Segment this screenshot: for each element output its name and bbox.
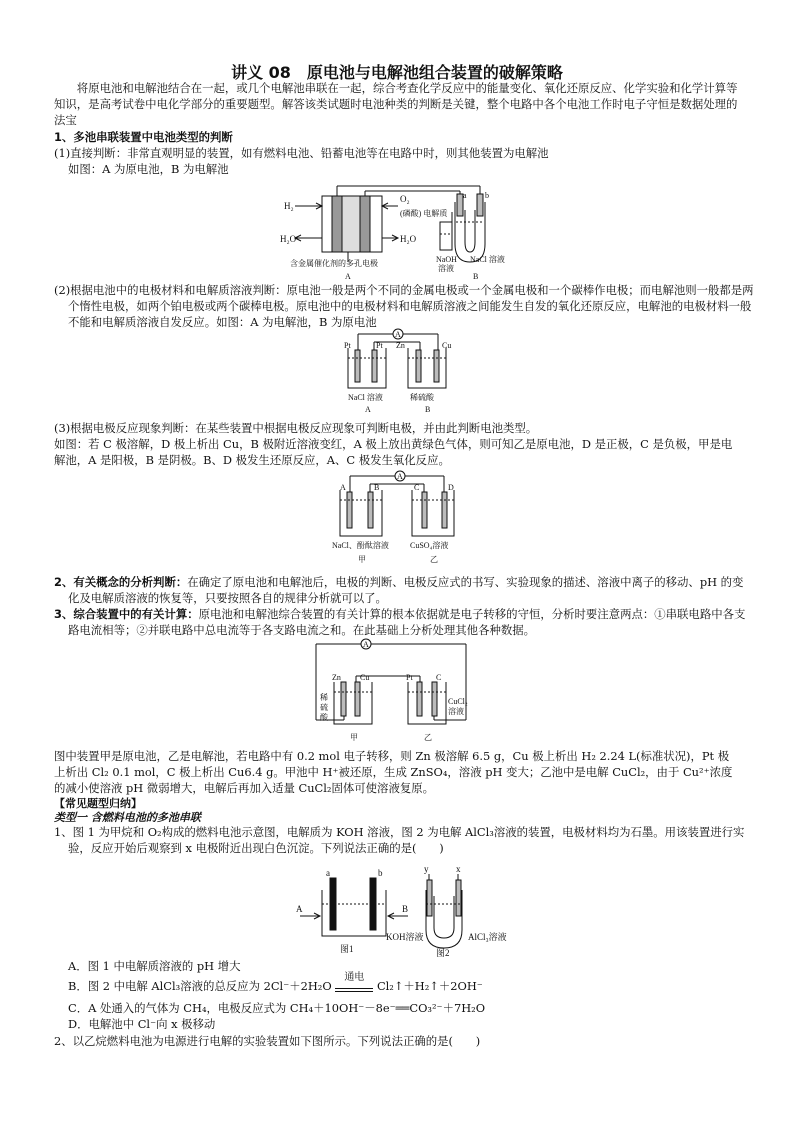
fig2-sol2: 稀硫酸 bbox=[410, 393, 434, 402]
fig5-fig1: 图1 bbox=[340, 944, 354, 954]
option-c: C．A 处通入的气体为 CH₄，电极反应式为 CH₄＋10OH⁻－8e⁻══CO₃²⁻＋7H₂O bbox=[68, 1001, 486, 1015]
fig1-h2o-left: H₂O bbox=[280, 234, 297, 244]
fig5-alcl3: AlCl₃溶液 bbox=[468, 932, 507, 942]
fig5-y: y bbox=[424, 864, 429, 874]
section2-paragraph bbox=[54, 574, 754, 606]
question-2: 2、以乙烷燃料电池为电源进行电解的实验装置如下图所示。下列说法正确的是( ) bbox=[54, 1034, 481, 1048]
fig3-sol2: CuSO₄溶液 bbox=[410, 541, 449, 550]
fig3-D: D bbox=[448, 483, 454, 492]
fig4-cu: Cu bbox=[360, 673, 370, 682]
section1-p3: (3)根据电极反应现象判断：在某些装置中根据电极反应现象可判断电极，并由此判断电池类型。 bbox=[54, 421, 538, 435]
fig2-pt2: Pt bbox=[376, 341, 383, 350]
option-b-lhs: B．图 2 中电解 AlCl₃溶液的总反应为 2Cl⁻＋2H₂O bbox=[68, 979, 332, 993]
fig5-B: B bbox=[402, 904, 409, 914]
figure-fuel-cell-and-u-tube bbox=[280, 182, 540, 282]
fig3-A: A bbox=[340, 483, 346, 492]
practice-type1: 类型一 含燃料电池的多池串联 bbox=[54, 811, 201, 824]
fig1-naoh-label2: 溶液 bbox=[438, 264, 454, 273]
section3-heading: 3、综合装置中的有关计算： bbox=[54, 607, 199, 621]
fig1-naoh-label: NaOH bbox=[436, 255, 457, 264]
section2-text: 在确定了原电池和电解池后，电极的判断、电极反应式的书写、实验现象的描述、溶液中离子的移动、pH 的变化及电解质溶液的恢复等，只要按照各自的规律分析就可以了。 bbox=[68, 575, 744, 605]
option-b-rhs: Cl₂↑＋H₂↑＋2OH⁻ bbox=[376, 979, 483, 993]
fig3-B: B bbox=[374, 483, 380, 492]
fig5-x: x bbox=[456, 864, 461, 874]
fig4-zn: Zn bbox=[332, 673, 341, 682]
fig4-yi: 乙 bbox=[424, 733, 432, 742]
fig2-zn: Zn bbox=[396, 341, 405, 350]
fig4-jia: 甲 bbox=[350, 733, 358, 742]
fig2-sol1: NaCl 溶液 bbox=[348, 393, 383, 402]
section3-paragraph bbox=[54, 606, 754, 638]
fig1-o2-label: O₂ bbox=[400, 194, 410, 204]
fig4-sol2b: 溶液 bbox=[448, 707, 464, 716]
fig2-B: B bbox=[425, 405, 431, 414]
fig2-A: A bbox=[365, 405, 371, 414]
section2-heading: 2、有关概念的分析判断： bbox=[54, 575, 188, 589]
option-b bbox=[68, 972, 754, 994]
fig1-h2-label: H₂ bbox=[284, 201, 294, 211]
option-b-condition: 通电 bbox=[344, 972, 365, 983]
section1-heading: 1、多池串联装置中电池类型的判断 bbox=[54, 130, 233, 144]
section1-p1: (1)直接判断：非常直观明显的装置，如有燃料电池、铅蓄电池等在电路中时，则其他装置为电解池 bbox=[54, 146, 549, 160]
fig4-ammeter: A bbox=[363, 640, 369, 649]
figure-electrolysis-vs-galvanic bbox=[340, 328, 460, 420]
fig5-A: A bbox=[296, 904, 303, 914]
section3-analysis: 图中装置甲是原电池，乙是电解池，若电路中有 0.2 mol 电子转移，则 Zn 极溶解 6.5 g，Cu 极上析出 H₂ 2.24 L(标准状况)，Pt 极上析出 Cl₂ 0.1 mol，C 极上析出 Cu6.4 g。甲池中 H⁺被还原，生成 ZnSO₄，溶液 pH 变大；乙池中是电解 CuCl₂，由于 Cu²⁺浓度的减小使溶液 pH 微弱增大，电解后再加入适量 CuCl₂固体可使溶液复原。 bbox=[54, 749, 733, 795]
question-1: 1、图 1 为甲烷和 O₂构成的燃料电池示意图，电解质为 KOH 溶液，图 2 为电解 AlCl₃溶液的装置，电极材料均为石墨。用该装置进行实验，反应开始后观察到 x 电极附近出现白色沉淀。下列说法正确的是( ) bbox=[54, 825, 745, 855]
fig5-koh: KOH溶液 bbox=[386, 932, 424, 942]
fig2-pt1: Pt bbox=[344, 341, 351, 350]
practice-heading: 【常见题型归纳】 bbox=[54, 797, 142, 810]
option-b-condition-arrow bbox=[335, 972, 373, 992]
fig1-a-label: a bbox=[463, 191, 467, 200]
option-a: A．图 1 中电解质溶液的 pH 增大 bbox=[68, 959, 241, 973]
fig1-B-label: B bbox=[473, 272, 479, 281]
section3-text: 原电池和电解池综合装置的有关计算的根本依据就是电子转移的守恒，分析时要注意两点：①串联电路中各支路电流相等；②并联电路中总电流等于各支路电流之和。在此基础上分析处理其他各种数据。 bbox=[68, 607, 746, 637]
page-title: 讲义 08 原电池与电解池组合装置的破解策略 bbox=[231, 63, 563, 82]
fig4-sol1b: 硫 bbox=[320, 703, 328, 712]
fig5-b: b bbox=[378, 868, 383, 878]
fig1-b-label: b bbox=[485, 191, 489, 200]
fig4-sol1c: 酸 bbox=[320, 713, 328, 722]
fig1-nacl-label: NaCl 溶液 bbox=[470, 255, 505, 264]
fig1-electrolyte-label: (磷酸) 电解质 bbox=[400, 209, 448, 218]
fig1-h2o-right: H₂O bbox=[400, 234, 417, 244]
fig3-sol1: NaCl、酚酞溶液 bbox=[332, 541, 389, 550]
fig4-pt: Pt bbox=[406, 673, 413, 682]
fig5-a: a bbox=[326, 868, 330, 878]
fig4-sol1a: 稀 bbox=[320, 693, 328, 702]
fig2-ammeter: A bbox=[395, 330, 401, 339]
intro-paragraph: 将原电池和电解池结合在一起，或几个电解池串联在一起，综合考查化学反应中的能量变化、氧化还原反应、化学实验和化学计算等知识，是高考试卷中电化学部分的重要题型。解答该类试题时电池种类的判断是关键，整个电路中各个电池工作时电子守恒是数据处理的法宝 bbox=[54, 81, 738, 127]
fig4-sol2a: CuCl₂ bbox=[448, 697, 468, 706]
figure-zn-cu-cucl2-cells bbox=[316, 636, 476, 748]
fig3-jia: 甲 bbox=[358, 555, 366, 564]
fig3-C: C bbox=[414, 483, 420, 492]
option-d: D．电解池中 Cl⁻向 x 极移动 bbox=[68, 1017, 216, 1031]
fig5-fig2: 图2 bbox=[436, 948, 450, 958]
section1-p1-example: 如图：A 为原电池，B 为电解池 bbox=[68, 162, 229, 176]
figure-electrode-phenomena bbox=[330, 470, 470, 570]
fig2-cu: Cu bbox=[442, 341, 452, 350]
fig4-c: C bbox=[436, 673, 442, 682]
fig1-electrode-label: 含金属催化剂的多孔电极 bbox=[290, 259, 378, 268]
section1-p2: (2)根据电池中的电极材料和电解质溶液判断：原电池一般是两个不同的金属电极或一个金属电极和一个碳棒作电极；而电解池则一般都是两个惰性电极，如两个铂电极或两个碳棒电极。原电池中的电极材料和电解质溶液之间能发生自发的氧化还原反应，电解池的电极材料一般不能和电解质溶液自发反应。如图：A 为电解池，B 为原电池 bbox=[54, 283, 754, 329]
fig3-yi: 乙 bbox=[430, 555, 438, 564]
fig3-ammeter: A bbox=[397, 472, 403, 481]
figure-fuel-cell-alcl3 bbox=[296, 860, 546, 958]
fig1-A-label: A bbox=[345, 272, 351, 281]
section1-p3b: 如图：若 C 极溶解，D 极上析出 Cu，B 极附近溶液变红，A 极上放出黄绿色气体，则可知乙是原电池，D 是正极，C 是负极，甲是电解池，A 是阳极，B 是阴极。B、D 极发生还原反应，A、C 极发生氧化反应。 bbox=[54, 437, 733, 467]
